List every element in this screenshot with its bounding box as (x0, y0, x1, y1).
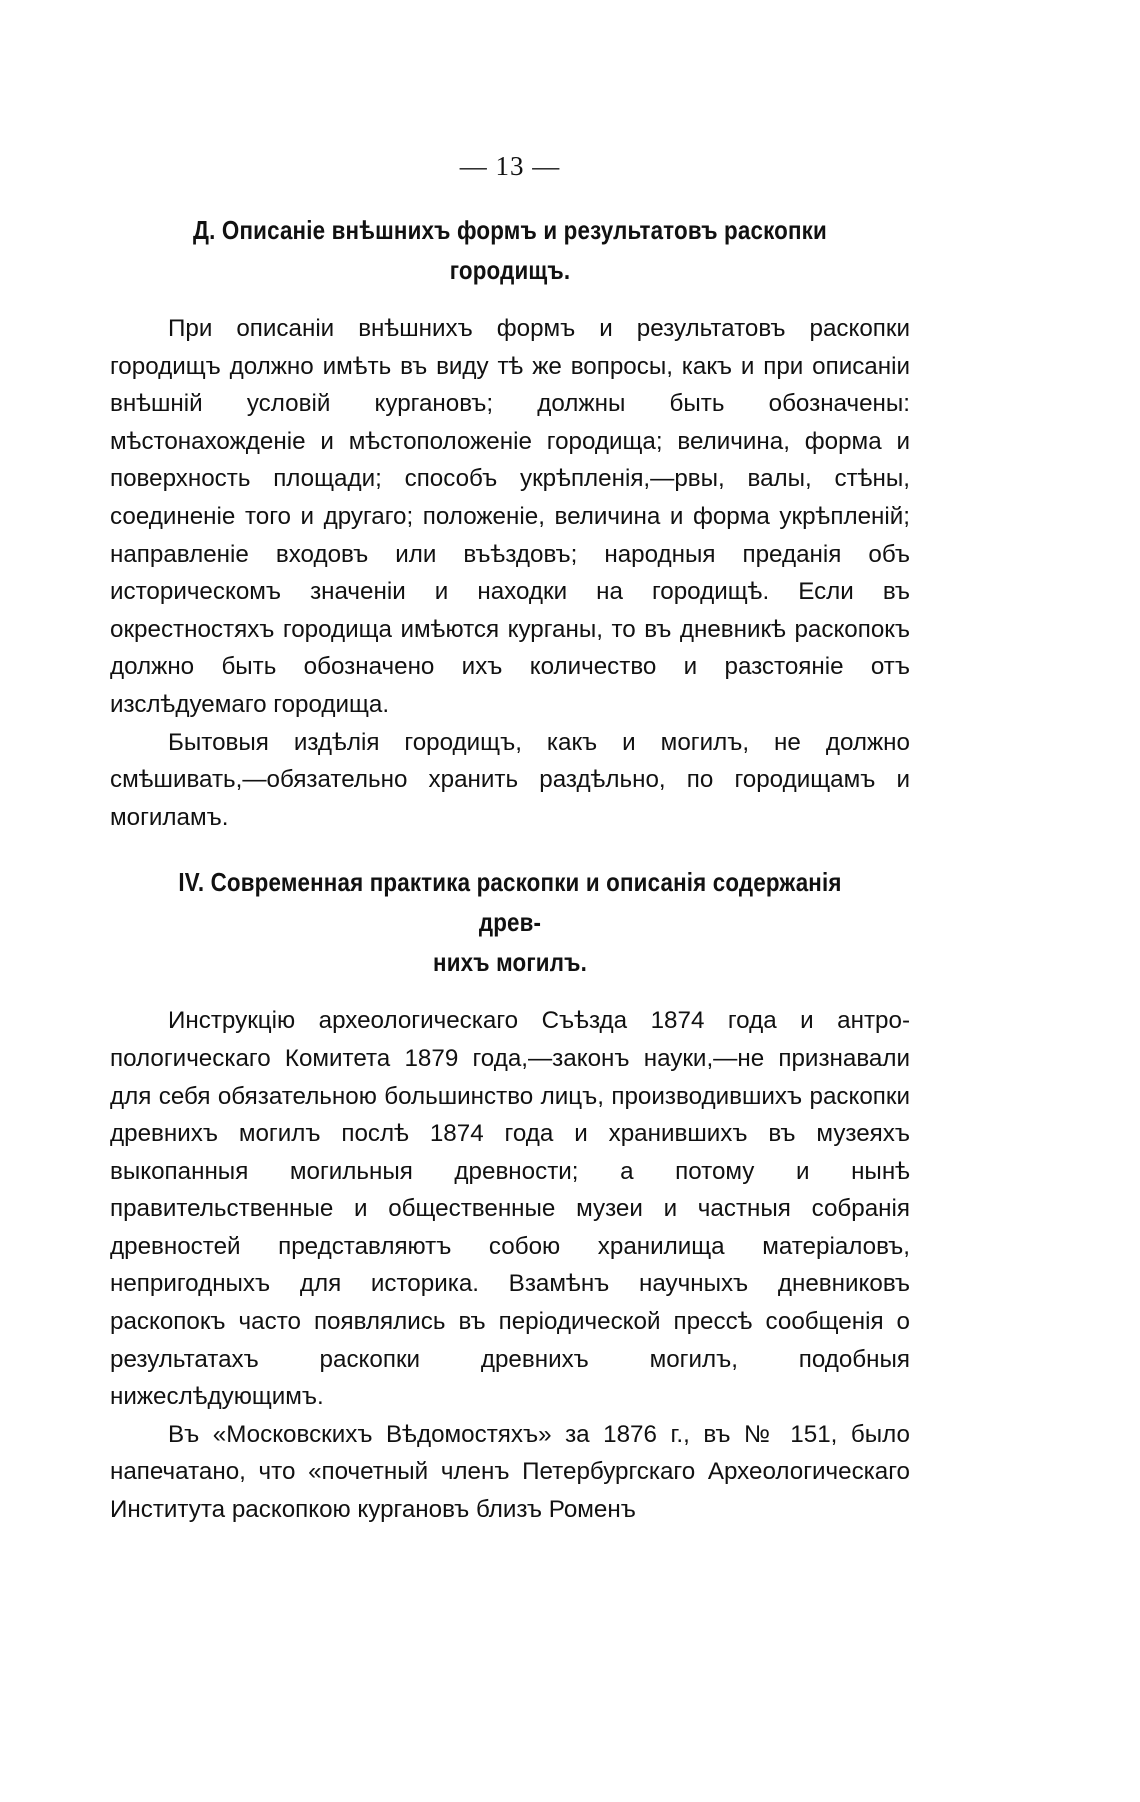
section-iv-paragraph-2: Въ «Московскихъ Вѣдомостяхъ» за 1876 г., въ № 151, было напечатано, что «почетный членъ Петербургскаго Археологическаго Института раскопкою кургановъ близъ Роменъ (110, 1420, 910, 1524)
section-d-heading (110, 210, 910, 290)
section-iv-heading-line1: IV. Современная практика раскопки и описанія содержанія древ- (178, 867, 842, 938)
book-page (110, 150, 910, 1529)
section-d-heading-line2: городищъ. (449, 255, 571, 285)
section-d-heading-line1: Д. Описаніе внѣшнихъ формъ и результатовъ раскопки (193, 215, 827, 245)
page-number: — 13 — (459, 151, 561, 181)
section-iv-paragraph-1: Инструкцію археологическаго Съѣзда 1874 года и антропологическаго Комитета 1879 года,—законъ науки,—не признавали для себя обязательною большинство лицъ, производившихъ раскопки древнихъ могилъ послѣ 1874 года и хранившихъ въ музеяхъ выкопанныя могильныя древности; а потому и нынѣ правительственные и общественные музеи и частныя собранія древностей представляютъ собою хранилища матеріаловъ, непригодныхъ для историка. Взамѣнъ научныхъ дневниковъ раскопокъ часто появлялись въ періодической прессѣ сообщенія о результатахъ раскопки древнихъ могилъ, подобныя нижеслѣдующимъ. (110, 1007, 910, 1411)
section-d-paragraph-2: Бытовыя издѣлія городищъ, какъ и могилъ, не должно смѣшивать,—обязательно хранить раздѣльно, по городищамъ и могиламъ. (110, 728, 910, 831)
section-d-paragraph-1: При описаніи внѣшнихъ формъ и результатовъ раскопки городищъ должно имѣть въ виду тѣ же вопросы, какъ и при описаніи внѣшній условій кургановъ; должны быть обозначены: мѣстонахожденіе и мѣстоположеніе городища; величина, форма и поверхность площади; способъ укрѣпленія,—рвы, валы, стѣны, соединеніе того и другаго; положеніе, величина и форма укрѣпленій; направленіе входовъ или въѣздовъ; народныя преданія объ историческомъ значеніи и находки на городищѣ. Если въ окрестностяхъ городища имѣются курганы, то въ дневникѣ раскопокъ должно быть обозначено ихъ количество и разстояніе отъ изслѣдуемаго городища. (110, 315, 910, 718)
section-iv-heading-line2: нихъ могилъ. (433, 947, 587, 978)
section-iv-heading (110, 862, 910, 982)
